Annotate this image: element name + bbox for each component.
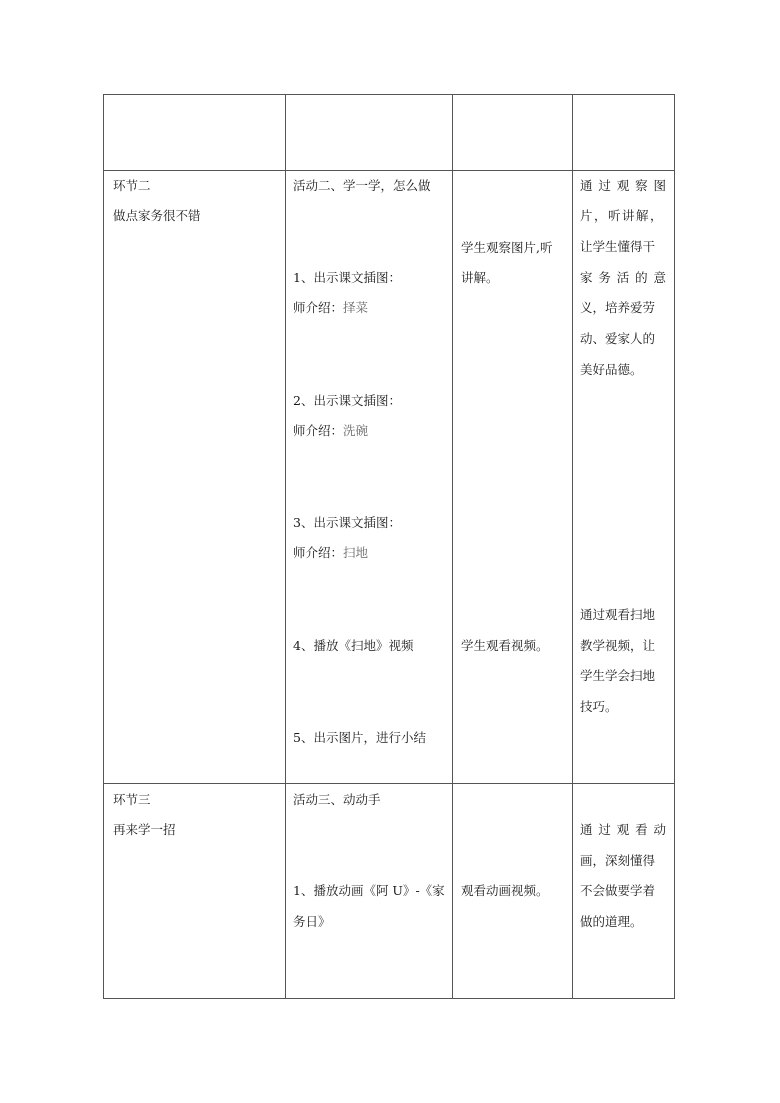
step-label: 1、出示课文插图： [293, 270, 401, 285]
stage-number: 环节三 [113, 792, 151, 807]
intent-line: 义，培养爱劳 [580, 300, 656, 315]
step-animation: 务日》 [293, 914, 331, 929]
intent-line: 美好品德。 [580, 362, 643, 377]
stage-title: 再来学一招 [113, 822, 176, 837]
student-activity-line: 学生观察图片,听 [461, 240, 553, 255]
activity-title: 活动三、动动手 [293, 792, 381, 807]
intent-line: 通过观看扫地 [580, 607, 656, 622]
intent-line: 不会做要学着 [580, 883, 656, 898]
intro-item: 扫地 [343, 545, 369, 560]
intent-line: 片，听讲解， [580, 208, 665, 223]
intent-line: 做的道理。 [580, 914, 643, 929]
activity-title: 活动二、学一学，怎么做 [293, 178, 431, 193]
stage-title: 做点家务很不错 [113, 208, 201, 223]
student-activity: 观看动画视频。 [461, 883, 549, 898]
intro-prefix: 师介绍： [293, 300, 344, 315]
intent-line: 让学生懂得干 [580, 239, 656, 254]
step-summary: 5、出示图片，进行小结 [293, 730, 426, 745]
student-activity: 学生观看视频。 [461, 638, 549, 653]
column-divider-1 [285, 95, 286, 998]
intro-item: 择菜 [343, 300, 369, 315]
intro-prefix: 师介绍： [293, 545, 344, 560]
teacher-intro [293, 545, 368, 561]
step-animation: 1、播放动画《阿 U》-《家 [293, 883, 445, 898]
student-activity-line: 讲解。 [461, 270, 499, 285]
row-divider-2 [104, 783, 674, 784]
column-divider-2 [452, 95, 453, 998]
stage-number: 环节二 [113, 178, 151, 193]
step-video: 4、播放《扫地》视频 [293, 638, 414, 653]
intent-line: 通 过 观 看 动 [580, 822, 666, 837]
intent-line: 动、爱家人的 [580, 331, 656, 346]
column-divider-3 [572, 95, 573, 998]
intent-line: 通 过 观 察 图 [580, 178, 666, 193]
teacher-intro [293, 423, 368, 439]
step-label: 2、出示课文插图： [293, 393, 401, 408]
step-label: 3、出示课文插图： [293, 515, 401, 530]
row-divider-1 [104, 170, 674, 171]
teacher-intro [293, 300, 368, 316]
intent-line: 教学视频，让 [580, 638, 656, 653]
intent-line: 家 务 活 的 意 [580, 270, 666, 285]
intro-prefix: 师介绍： [293, 423, 344, 438]
intent-line: 技巧。 [580, 699, 618, 714]
intro-item: 洗碗 [343, 423, 369, 438]
intent-line: 学生学会扫地 [580, 668, 656, 683]
intent-line: 画，深刻懂得 [580, 853, 656, 868]
